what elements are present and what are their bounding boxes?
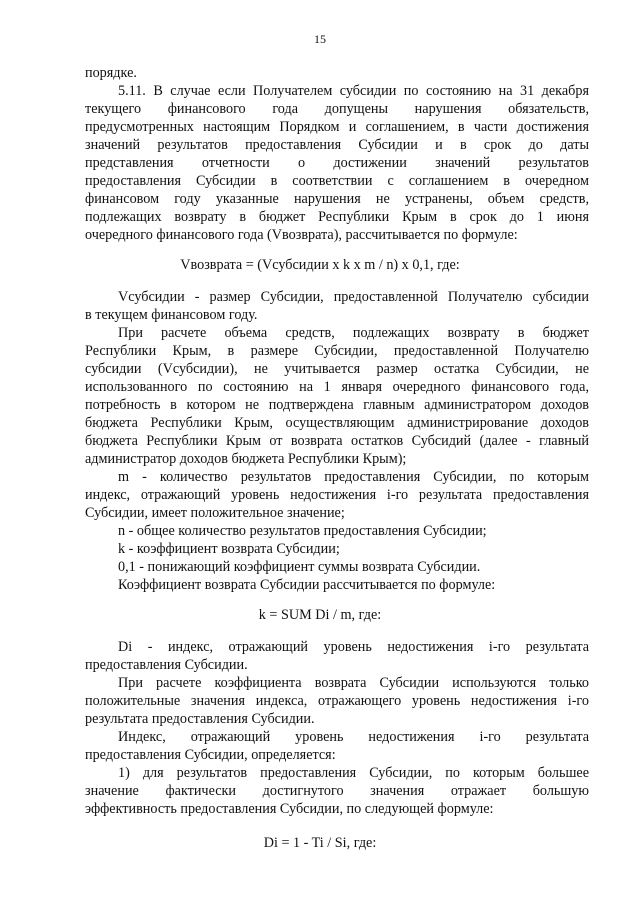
text-line: 5.11. В случае если Получателем субсидии по состоянию на 31 декабря <box>118 83 589 99</box>
text-line: При расчете коэффициента возврата Субсидии используются только <box>118 675 589 691</box>
text-line: m - количество результатов предоставления Субсидии, по которым <box>118 469 589 485</box>
text-line: предусмотренных настоящим Порядком и соглашением, в части достижения <box>85 119 589 135</box>
text-line: При расчете объема средств, подлежащих возврату в бюджет <box>118 325 589 341</box>
formula-vreturn: Vвозврата = (Vсубсидии x k x m / n) x 0,1, где: <box>180 257 460 273</box>
text-line: порядке. <box>85 65 137 81</box>
text-line: 0,1 - понижающий коэффициент суммы возврата Субсидии. <box>118 559 481 575</box>
text-line: индекс, отражающий уровень недостижения i-го результата предоставления <box>85 487 589 503</box>
text-line: бюджета Республики Крым от возврата остатков Субсидий (далее - главный <box>85 433 589 449</box>
text-line: Республики Крым, в размере Субсидии, предоставленной Получателю <box>85 343 589 359</box>
text-line: финансовом году указанные нарушения не устранены, объем средств, <box>85 191 589 207</box>
text-line: 1) для результатов предоставления Субсидии, по которым большее <box>118 765 589 781</box>
text-line: текущего финансового года допущены нарушения обязательств, <box>85 101 589 117</box>
text-line: администратор доходов бюджета Республики Крым); <box>85 451 407 467</box>
formula-k: k = SUM Di / m, где: <box>258 607 382 623</box>
text-line: результата предоставления Субсидии. <box>85 711 315 727</box>
text-line: Vсубсидии - размер Субсидии, предоставленной Получателю субсидии <box>118 289 589 305</box>
text-line: Di - индекс, отражающий уровень недостижения i-го результата <box>118 639 589 655</box>
text-line: субсидии (Vсубсидии), не учитывается размер остатка Субсидии, не <box>85 361 589 377</box>
page-number: 15 <box>314 32 326 46</box>
text-line: n - общее количество результатов предоставления Субсидии; <box>118 523 487 539</box>
text-line: подлежащих возврату в бюджет Республики Крым в срок до 1 июня <box>85 209 589 225</box>
text-line: представления отчетности о достижении значений результатов <box>85 155 589 171</box>
text-line: бюджета Республики Крым, осуществляющим администрирование доходов <box>85 415 589 431</box>
text-line: использованного по состоянию на 1 января очередного финансового года, <box>85 379 589 395</box>
text-line: Индекс, отражающий уровень недостижения i-го результата <box>118 729 589 745</box>
text-line: положительные значения индекса, отражающего уровень недостижения i-го <box>85 693 589 709</box>
text-line: потребность в котором не подтверждена главным администратором доходов <box>85 397 589 413</box>
text-line: k - коэффициент возврата Субсидии; <box>118 541 340 557</box>
text-line: Коэффициент возврата Субсидии рассчитывается по формуле: <box>118 577 496 593</box>
text-line: в текущем финансовом году. <box>85 307 258 323</box>
text-line: Субсидии, имеет положительное значение; <box>85 505 345 521</box>
text-line: предоставления Субсидии. <box>85 657 248 673</box>
text-line: предоставления Субсидии в соответствии с соглашением в очередном <box>85 173 589 189</box>
text-line: предоставления Субсидии, определяется: <box>85 747 336 763</box>
text-line: очередного финансового года (Vвозврата), рассчитывается по формуле: <box>85 227 518 243</box>
formula-di: Di = 1 - Ti / Si, где: <box>263 835 377 851</box>
text-line: эффективность предоставления Субсидии, по следующей формуле: <box>85 801 494 817</box>
text-line: значений результатов предоставления Субсидии и в срок до даты <box>85 137 589 153</box>
text-line: значение фактически достигнутого значения отражает большую <box>85 783 589 799</box>
